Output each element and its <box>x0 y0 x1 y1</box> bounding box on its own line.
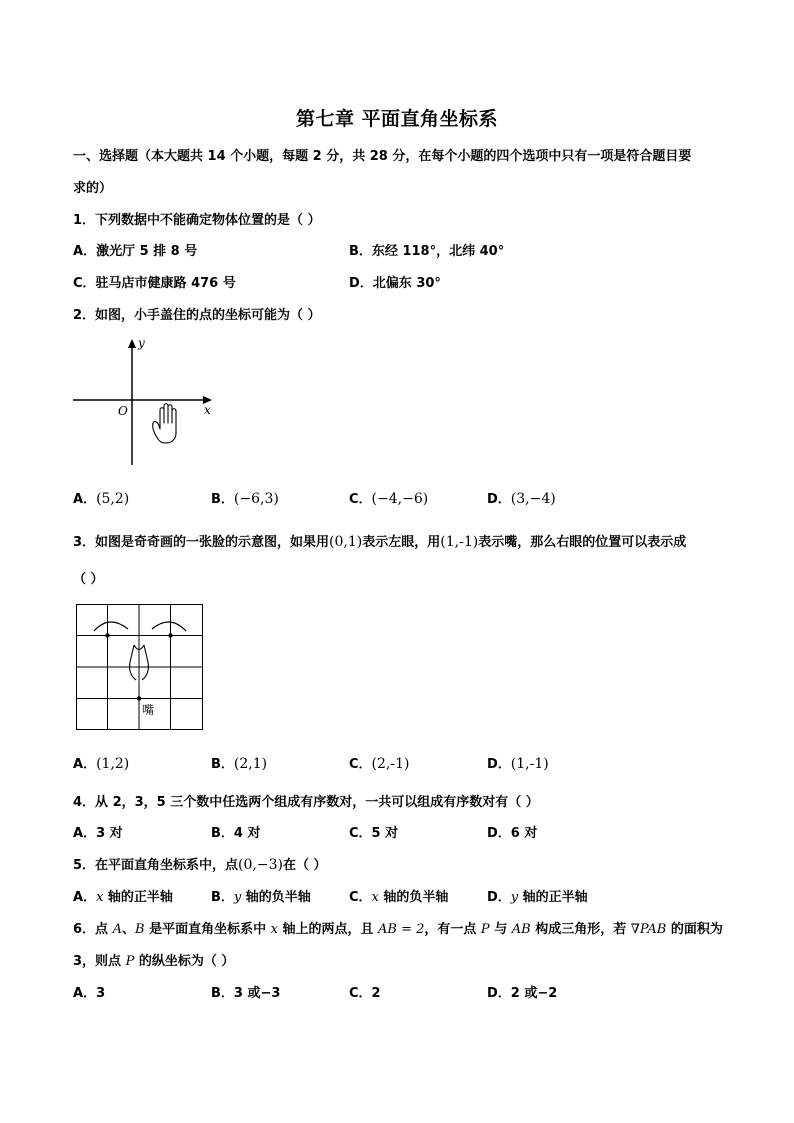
q6-var-p: P <box>480 922 490 937</box>
q1-option-c-label: C． <box>73 276 96 291</box>
q2-coordinate-figure <box>70 335 220 467</box>
q5-option-b-text: 轴的负半轴 <box>241 890 311 905</box>
q5-stem <box>73 854 327 873</box>
q3-option-b <box>211 753 267 772</box>
q5-option-c <box>349 886 448 905</box>
q5-stem-a: 5．在平面直角坐标系中，点 <box>73 858 239 873</box>
q5-option-d-label: D． <box>487 890 511 905</box>
q2-option-b-text: (−6,3) <box>233 491 279 507</box>
q5-stem-b: 在（ ） <box>282 858 327 873</box>
q6-option-b <box>211 982 280 1001</box>
q3-right-eyebrow <box>152 622 186 631</box>
q3-mouth-coord: (1,-1) <box>440 534 479 550</box>
q6-option-b-text: 3 或−3 <box>233 986 281 1001</box>
q6-option-c <box>349 982 381 1001</box>
q6-option-c-label: C． <box>349 986 372 1001</box>
q2-origin-label: O <box>118 404 128 418</box>
q6-option-a-label: A． <box>73 986 97 1001</box>
q6-triangle: ∇PAB <box>630 922 667 937</box>
q3-option-c-label: C． <box>349 757 372 772</box>
q4-option-c-text: 5 对 <box>371 826 399 841</box>
q3-option-b-text: (2,1) <box>233 756 268 772</box>
q6-stem-b: 是平面直角坐标系中 <box>144 922 271 937</box>
hand-icon <box>153 404 176 443</box>
q3-stem-line-2: （ ） <box>73 572 104 587</box>
q5-option-c-var: x <box>371 890 379 905</box>
q4-option-b-text: 4 对 <box>233 826 261 841</box>
q2-y-axis-arrow <box>128 339 136 348</box>
q5-point: (0,−3) <box>238 857 283 873</box>
q6-var-b: B <box>134 922 145 937</box>
q1-option-d-text: 北偏东 30° <box>372 276 441 291</box>
q4-option-d-text: 6 对 <box>510 826 538 841</box>
q1-option-c-text: 驻马店市健康路 476 号 <box>95 276 236 291</box>
q5-option-c-text: 轴的负半轴 <box>378 890 449 905</box>
q1-stem: 1．下列数据中不能确定物体位置的是（ ） <box>73 213 321 228</box>
q6-line2-b: 的纵坐标为（ ） <box>134 954 235 969</box>
q5-option-b-label: B． <box>211 890 234 905</box>
q2-option-b <box>211 488 279 507</box>
q4-stem: 4．从 2，3，5 三个数中任选两个组成有序数对，一共可以组成有序数对有（ ） <box>73 795 539 810</box>
q6-option-d-text: 2 或−2 <box>510 986 558 1001</box>
q3-stem-a: 3．如图是奇奇画的一张脸的示意图，如果用 <box>73 535 330 550</box>
q6-stem-f: 构成三角形，若 <box>530 922 631 937</box>
q3-option-d <box>487 753 549 772</box>
q6-option-b-label: B． <box>211 986 234 1001</box>
q2-option-b-label: B． <box>211 492 234 507</box>
q5-option-a-label: A． <box>73 890 97 905</box>
section-heading-line-1: 一、选择题（本大题共 14 个小题，每题 2 分，共 28 分，在每个小题的四个选项中只有一项是符合题目要 <box>73 149 692 164</box>
q6-line2-a: 3，则点 <box>73 954 126 969</box>
q4-option-c-label: C． <box>349 826 372 841</box>
q3-option-c <box>349 753 409 772</box>
q6-stem <box>73 918 723 937</box>
q6-option-a <box>73 982 105 1001</box>
q2-option-a-label: A． <box>73 492 97 507</box>
q5-option-a <box>73 886 173 905</box>
q5-option-a-text: 轴的正半轴 <box>103 890 173 905</box>
q2-option-d-text: (3,−4) <box>510 491 556 507</box>
q4-option-a-label: A． <box>73 826 97 841</box>
q3-option-a-text: (1,2) <box>96 756 130 772</box>
q2-stem: 2．如图，小手盖住的点的坐标可能为（ ） <box>73 308 321 323</box>
q4-option-b <box>211 822 261 841</box>
q1-option-d <box>349 272 441 291</box>
q6-option-c-text: 2 <box>371 986 381 1001</box>
q4-option-d-label: D． <box>487 826 511 841</box>
q6-eq-ab: AB = 2 <box>378 922 425 937</box>
q6-stem-g: 的面积为 <box>666 922 723 937</box>
q3-left-eyebrow <box>94 622 128 631</box>
q6-option-a-text: 3 <box>96 986 106 1001</box>
q2-option-a <box>73 488 129 507</box>
q6-var-a: A <box>112 922 122 937</box>
page-title: 第七章 平面直角坐标系 <box>295 108 499 130</box>
q5-option-b <box>211 886 311 905</box>
q5-option-a-var: x <box>96 890 104 905</box>
q1-option-a <box>73 240 197 259</box>
q1-option-b-text: 东经 118°，北纬 40° <box>371 244 505 259</box>
q3-option-d-text: (1,-1) <box>510 756 549 772</box>
q3-left-eye-coord: (0,1) <box>329 534 363 550</box>
q2-y-label: y <box>138 336 145 350</box>
q6-var-ab: AB <box>511 922 531 937</box>
q3-option-a <box>73 753 129 772</box>
q3-option-d-label: D． <box>487 757 511 772</box>
q6-option-d-label: D． <box>487 986 511 1001</box>
q2-option-d <box>487 488 556 507</box>
q1-option-c <box>73 272 236 291</box>
q3-left-eye-point <box>105 633 109 637</box>
q2-option-c-text: (−4,−6) <box>371 491 429 507</box>
q6-stem-line-2 <box>73 950 234 969</box>
q6-stem-sep: 、 <box>121 922 135 937</box>
q5-option-d-var: y <box>510 890 519 905</box>
q3-stem-c: 表示嘴，那么右眼的位置可以表示成 <box>478 535 687 550</box>
q6-stem-c: 轴上的两点，且 <box>277 922 379 937</box>
q4-option-d <box>487 822 537 841</box>
q1-option-a-label: A． <box>73 244 97 259</box>
q5-option-d <box>487 886 588 905</box>
section-heading-line-2: 求的） <box>73 181 113 196</box>
q3-option-c-text: (2,-1) <box>371 756 410 772</box>
q6-var-x: x <box>270 922 278 937</box>
q6-line2-p: P <box>125 954 135 969</box>
q3-stem-b: 表示左眼，用 <box>362 535 441 550</box>
q6-stem-d: ，有一点 <box>424 922 481 937</box>
q6-stem-e: 与 <box>489 922 512 937</box>
q1-option-b <box>349 240 504 259</box>
q3-option-a-label: A． <box>73 757 97 772</box>
q5-option-d-text: 轴的正半轴 <box>518 890 588 905</box>
q3-mouth-point <box>137 696 141 700</box>
q6-stem-a: 6．点 <box>73 922 113 937</box>
q3-face-grid-figure <box>76 604 204 732</box>
q2-option-d-label: D． <box>487 492 511 507</box>
q5-option-c-label: C． <box>349 890 372 905</box>
q4-option-a <box>73 822 123 841</box>
q5-option-b-var: y <box>233 890 242 905</box>
q2-option-c <box>349 488 428 507</box>
q1-option-d-label: D． <box>349 276 373 291</box>
q2-option-a-text: (5,2) <box>96 491 130 507</box>
q3-right-eye-point <box>168 633 172 637</box>
q6-option-d <box>487 982 557 1001</box>
q1-option-b-label: B． <box>349 244 372 259</box>
q1-option-a-text: 激光厅 5 排 8 号 <box>96 244 198 259</box>
q3-stem <box>73 531 686 550</box>
q2-x-label: x <box>204 403 211 417</box>
q4-option-b-label: B． <box>211 826 234 841</box>
q2-option-c-label: C． <box>349 492 372 507</box>
q3-option-b-label: B． <box>211 757 234 772</box>
q3-mouth-label: 嘴 <box>142 703 155 717</box>
q4-option-a-text: 3 对 <box>96 826 123 841</box>
q4-option-c <box>349 822 398 841</box>
